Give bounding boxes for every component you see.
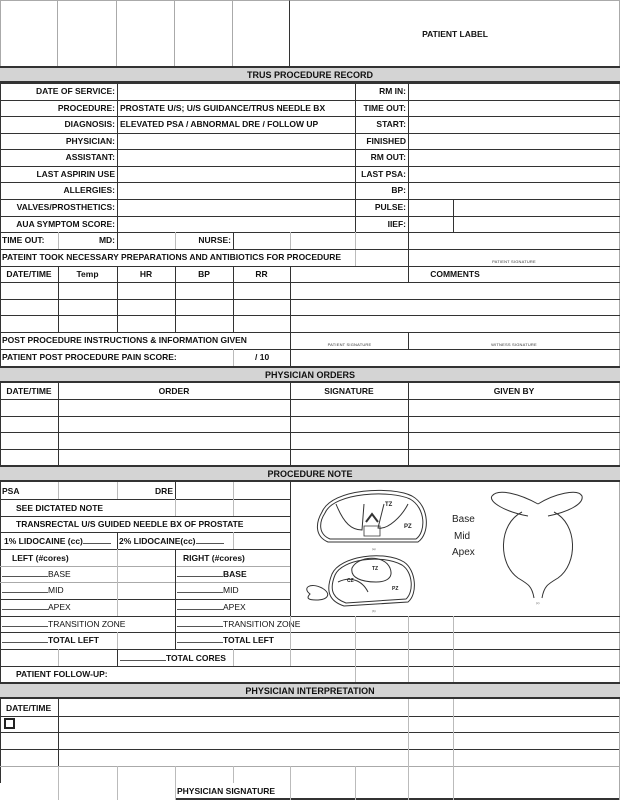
left-core-mid-field[interactable] xyxy=(2,583,48,593)
axial-ejaculatory xyxy=(364,526,380,536)
vitals-header: Temp xyxy=(76,269,99,279)
sagittal-urethra-loop xyxy=(307,586,328,600)
orders-cell[interactable] xyxy=(2,416,56,432)
vitals-header: RR xyxy=(255,269,268,279)
vitals-cell[interactable] xyxy=(235,315,288,331)
right-field-extra[interactable] xyxy=(454,217,619,232)
right-field-label: START: xyxy=(376,119,406,129)
orders-header: DATE/TIME xyxy=(6,386,52,396)
post-patient-signature-caption: PATIENT SIGNATURE xyxy=(327,342,372,347)
right-core-mid-text: MID xyxy=(223,585,239,595)
field-label: ALLERGIES: xyxy=(63,185,115,195)
total-cores-label xyxy=(120,650,226,666)
right-field-label: RM IN: xyxy=(379,86,406,96)
lidocaine-2-field[interactable] xyxy=(196,534,224,544)
interpretation-date-time: DATE/TIME xyxy=(6,703,52,713)
left-core-base-field[interactable] xyxy=(2,567,48,577)
vitals-cell[interactable] xyxy=(119,315,173,331)
physician-signature-field[interactable] xyxy=(290,783,408,798)
field-label: AUA SYMPTOM SCORE: xyxy=(16,219,115,229)
vitals-cell[interactable] xyxy=(2,299,56,315)
field-label: VALVES/PROSTHETICS: xyxy=(16,202,115,212)
orders-cell[interactable] xyxy=(60,432,288,448)
lidocaine-2-label xyxy=(119,533,224,549)
left-core-mid-text: MID xyxy=(48,585,64,595)
header-box-1[interactable] xyxy=(0,0,58,66)
lidocaine-2-text: 2% LIDOCAINE(cc) xyxy=(119,536,196,546)
left-core-tz-field[interactable] xyxy=(2,617,48,627)
pain-score-scale: / 10 xyxy=(255,352,270,362)
right-core-apex xyxy=(177,599,246,615)
vitals-header: BP xyxy=(198,269,210,279)
orders-cell[interactable] xyxy=(410,416,618,432)
header-box-3[interactable] xyxy=(117,0,175,66)
left-core-apex xyxy=(2,599,71,615)
zone-mid-label: Mid xyxy=(454,531,471,542)
right-core-base-text: BASE xyxy=(223,569,247,579)
witness-signature-caption: WITNESS SIGNATURE xyxy=(491,342,537,347)
right-core-total-text: TOTAL LEFT xyxy=(223,635,274,645)
left-core-tz xyxy=(2,616,125,632)
orders-cell[interactable] xyxy=(2,449,56,465)
nurse-label: NURSE: xyxy=(198,235,231,245)
orders-cell[interactable] xyxy=(2,399,56,415)
interpretation-checkbox[interactable] xyxy=(4,718,15,729)
interpretation-field-4[interactable] xyxy=(59,750,408,765)
right-field-label: IIEF: xyxy=(387,219,406,229)
orders-cell[interactable] xyxy=(292,399,406,415)
orders-cell[interactable] xyxy=(292,416,406,432)
vitals-header: HR xyxy=(139,269,153,279)
vitals-cell[interactable] xyxy=(2,282,56,298)
preparations-label: PATEINT TOOK NECESSARY PREPARATIONS AND ANTIBIOTICS FOR PROCEDURE xyxy=(2,252,342,262)
right-core-tz-text: TRANSITION ZONE xyxy=(223,619,301,629)
vitals-cell[interactable] xyxy=(119,282,173,298)
right-field-label: LAST PSA: xyxy=(361,169,406,179)
orders-header: SIGNATURE xyxy=(324,386,374,396)
header-box-5[interactable] xyxy=(233,0,290,66)
section-header-trus: TRUS PROCEDURE RECORD xyxy=(0,66,620,83)
field-value[interactable]: ELEVATED PSA / ABNORMAL DRE / FOLLOW UP xyxy=(120,119,319,129)
right-core-total xyxy=(177,632,274,648)
lidocaine-1-field[interactable] xyxy=(83,534,111,544)
field-value[interactable]: PROSTATE U/S; U/S GUIDANCE/TRUS NEEDLE BX xyxy=(120,103,326,113)
right-field-label: FINISHED xyxy=(366,136,406,146)
dre-label: DRE xyxy=(155,486,173,496)
axial-tz-left xyxy=(336,504,364,530)
right-core-apex-text: APEX xyxy=(223,602,246,612)
axial-urethra xyxy=(366,514,378,522)
field-label: LAST ASPIRIN USE xyxy=(36,169,115,179)
time-out-label: TIME OUT: xyxy=(2,235,45,245)
right-core-base xyxy=(177,566,247,582)
orders-cell[interactable] xyxy=(60,416,288,432)
header-box-2[interactable] xyxy=(58,0,117,66)
sagittal-caption: (b) xyxy=(372,609,376,613)
left-core-apex-text: APEX xyxy=(48,602,71,612)
field-label: PHYSICIAN: xyxy=(65,136,115,146)
right-field-label: RM OUT: xyxy=(370,152,406,162)
zone-base-label: Base xyxy=(452,514,475,525)
vitals-cell[interactable] xyxy=(235,282,288,298)
axial-outline-inner xyxy=(321,494,423,539)
interpretation-field-2[interactable] xyxy=(59,717,408,732)
coronal-right-lobe xyxy=(538,492,582,516)
orders-header: GIVEN BY xyxy=(493,386,535,396)
coronal-section-c xyxy=(491,492,582,598)
sagittal-section-b xyxy=(307,556,415,606)
right-core-mid-field[interactable] xyxy=(177,583,223,593)
right-field-label: BP: xyxy=(391,185,406,195)
right-field-extra[interactable] xyxy=(454,200,619,215)
axial-section-a xyxy=(317,490,426,542)
orders-cell[interactable] xyxy=(2,432,56,448)
right-core-tz-field[interactable] xyxy=(177,617,223,627)
right-core-base-field[interactable] xyxy=(177,567,223,577)
vitals-cell[interactable] xyxy=(2,315,56,331)
md-label: MD: xyxy=(98,235,115,245)
pain-score-label: PATIENT POST PROCEDURE PAIN SCORE: xyxy=(2,352,177,362)
left-core-apex-field[interactable] xyxy=(2,600,48,610)
orders-header: ORDER xyxy=(158,386,190,396)
patient-label: PATIENT LABEL xyxy=(422,29,488,39)
sagittal-cz-label: CZ xyxy=(347,578,354,584)
left-core-base-text: BASE xyxy=(48,569,71,579)
lidocaine-1-text: 1% LIDOCAINE (cc) xyxy=(4,536,83,546)
orders-cell[interactable] xyxy=(292,449,406,465)
orders-cell[interactable] xyxy=(410,432,618,448)
patient-signature-caption: PATIENT SIGNATURE xyxy=(492,259,536,264)
coronal-caption: (c) xyxy=(536,601,540,605)
vitals-header: DATE/TIME xyxy=(6,269,52,279)
left-core-mid xyxy=(2,582,64,598)
vitals-cell[interactable] xyxy=(235,299,288,315)
vitals-cell[interactable] xyxy=(177,315,231,331)
left-core-base xyxy=(2,566,71,582)
coronal-body-right xyxy=(542,512,573,598)
preparations-checkbox-area[interactable] xyxy=(356,250,407,265)
sagittal-pz-label: PZ xyxy=(392,586,399,592)
interpretation-field-1[interactable] xyxy=(59,700,408,715)
axial-outline-outer xyxy=(317,490,426,542)
right-field-label: PULSE: xyxy=(374,202,406,212)
right-core-apex-field[interactable] xyxy=(177,600,223,610)
physician-signature-label: PHYSICIAN SIGNATURE xyxy=(177,786,276,796)
field-label: DIAGNOSIS: xyxy=(64,119,115,129)
right-field-label: TIME OUT: xyxy=(363,103,406,113)
vitals-header: COMMENTS xyxy=(430,269,480,279)
transrectal-label: TRANSRECTAL U/S GUIDED NEEDLE BX OF PROSTATE xyxy=(16,519,244,529)
vitals-cell[interactable] xyxy=(177,299,231,315)
field-label: ASSISTANT: xyxy=(65,152,115,162)
field-label: PROCEDURE: xyxy=(57,103,115,113)
left-core-total-text: TOTAL LEFT xyxy=(48,635,99,645)
nurse-field[interactable] xyxy=(234,233,355,248)
orders-cell[interactable] xyxy=(60,399,288,415)
vitals-cell[interactable] xyxy=(60,282,115,298)
section-header-procedure-note: PROCEDURE NOTE xyxy=(0,465,620,482)
vitals-cell[interactable] xyxy=(292,299,618,315)
right-core-mid xyxy=(177,582,239,598)
see-dictated-note: SEE DICTATED NOTE xyxy=(16,503,104,513)
orders-cell[interactable] xyxy=(410,449,618,465)
axial-tz-label: TZ xyxy=(385,502,393,508)
vitals-cell[interactable] xyxy=(60,315,115,331)
axial-pz-label: PZ xyxy=(404,524,412,530)
post-instructions-label: POST PROCEDURE INSTRUCTIONS & INFORMATION GIVEN xyxy=(2,335,247,345)
orders-cell[interactable] xyxy=(410,399,618,415)
total-cores-text: TOTAL CORES xyxy=(166,653,226,663)
psa-field[interactable] xyxy=(59,483,116,498)
zone-apex-label: Apex xyxy=(452,547,475,558)
coronal-body-left xyxy=(503,512,534,598)
vitals-cell[interactable] xyxy=(177,282,231,298)
vitals-cell[interactable] xyxy=(292,282,618,298)
lidocaine-1-label xyxy=(4,533,111,549)
left-core-tz-text: TRANSITION ZONE xyxy=(48,619,126,629)
section-header-physician-interpretation: PHYSICIAN INTERPRETATION xyxy=(0,682,620,699)
total-cores-field[interactable] xyxy=(120,651,166,661)
section-header-physician-orders: PHYSICIAN ORDERS xyxy=(0,366,620,383)
left-core-total-field[interactable] xyxy=(2,633,48,643)
vitals-cell[interactable] xyxy=(119,299,173,315)
orders-cell[interactable] xyxy=(292,432,406,448)
vitals-cell[interactable] xyxy=(292,315,618,331)
axial-caption: (a) xyxy=(372,547,376,551)
sagittal-tz-label: TZ xyxy=(372,566,379,572)
right-core-total-field[interactable] xyxy=(177,633,223,643)
left-core-total xyxy=(2,632,99,648)
follow-up-label: PATIENT FOLLOW-UP: xyxy=(16,669,108,679)
header-box-4[interactable] xyxy=(175,0,233,66)
interpretation-field-3[interactable] xyxy=(59,733,408,748)
coronal-left-lobe xyxy=(491,492,538,516)
field-label: DATE OF SERVICE: xyxy=(35,86,115,96)
prostate-diagram xyxy=(292,484,618,614)
left-cores-label: LEFT (#cores) xyxy=(12,553,69,563)
right-core-tz xyxy=(177,616,300,632)
right-cores-label: RIGHT (#cores) xyxy=(183,553,245,563)
md-field[interactable] xyxy=(118,233,175,248)
orders-cell[interactable] xyxy=(60,449,288,465)
follow-up-field[interactable] xyxy=(120,667,618,682)
vitals-cell[interactable] xyxy=(60,299,115,315)
psa-label: PSA xyxy=(2,486,20,496)
